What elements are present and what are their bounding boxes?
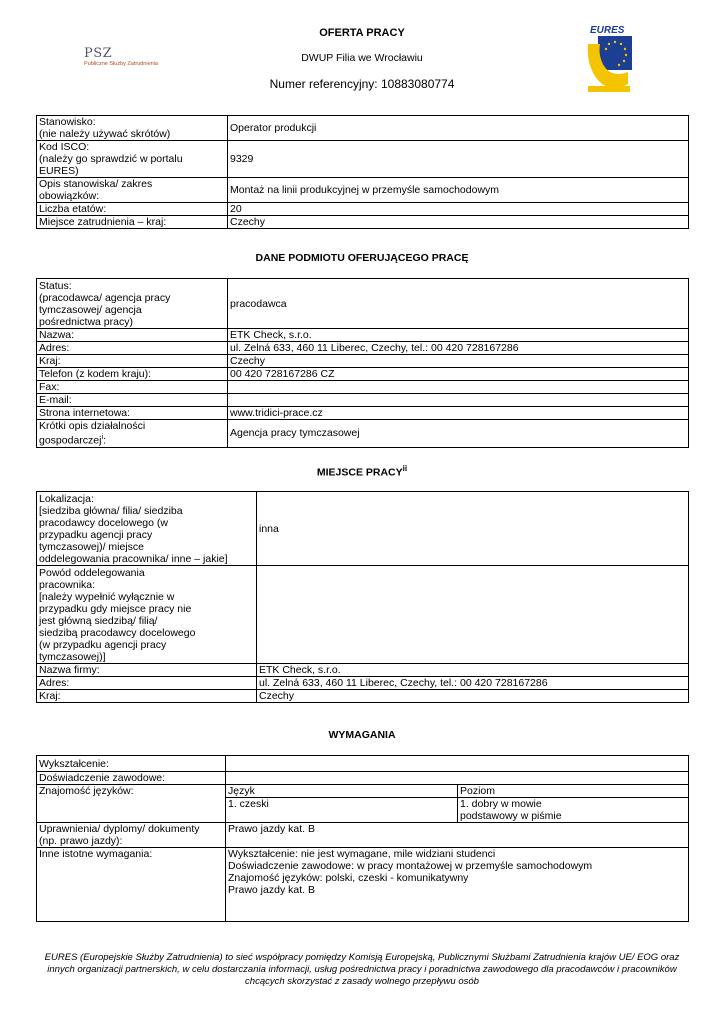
company-value: ETK Check, s.r.o. — [257, 664, 689, 677]
psz-logo-text: PSZ — [84, 46, 113, 61]
eures-logo — [582, 22, 636, 94]
description-label: Opis stanowiska/ zakres obowiązków: — [37, 178, 228, 203]
employer-name-label: Nazwa: — [37, 329, 228, 342]
psz-logo-subtitle: Publiczne Służby Zatrudnienia — [84, 61, 158, 67]
position-value: Operator produkcji — [228, 116, 689, 141]
languages-label: Znajomość języków: — [37, 785, 226, 823]
country-label: Miejsce zatrudnienia – kraj: — [37, 216, 228, 229]
employer-address-label: Adres: — [37, 342, 228, 355]
status-value: pracodawca — [228, 279, 689, 329]
activity-label — [37, 420, 228, 448]
workplace-country-value: Czechy — [257, 690, 689, 703]
count-value: 20 — [228, 203, 689, 216]
workplace-country-label: Kraj: — [37, 690, 257, 703]
count-label: Liczba etatów: — [37, 203, 228, 216]
education-value — [226, 756, 689, 772]
footnote-ii: ii — [402, 464, 408, 473]
employer-table — [36, 278, 689, 448]
employer-section-title: DANE PODMIOTU OFERUJĄCEGO PRACĘ — [255, 252, 469, 264]
employer-country-label: Kraj: — [37, 355, 228, 368]
requirements-table — [36, 755, 689, 922]
office-name: DWUP Filia we Wrocławiu — [301, 52, 423, 64]
workplace-address-label: Adres: — [37, 677, 257, 690]
activity-label-colon: : — [103, 434, 106, 447]
eures-logo-text: EURES — [590, 25, 625, 36]
position-label: Stanowisko: (nie należy używać skrótów) — [37, 116, 228, 141]
description-value: Montaż na linii produkcyjnej w przemyśle samochodowym — [228, 178, 689, 203]
country-value: Czechy — [228, 216, 689, 229]
document-title: OFERTA PRACY — [319, 27, 405, 39]
location-value: inna — [257, 492, 689, 566]
licences-label: Uprawnienia/ dyplomy/ dokumenty (np. prawo jazdy): — [37, 823, 226, 848]
language-level-1: 1. dobry w mowie podstawowy w piśmie — [458, 798, 689, 823]
location-label: Lokalizacja: [siedziba główna/ filia/ siedziba pracodawcy docelowego (w przypadku agencji pracy tymczasowej)/ miejsce oddelegowania pracownika/ inne – jakie] — [37, 492, 257, 566]
workplace-section-title — [0, 464, 724, 479]
company-label: Nazwa firmy: — [37, 664, 257, 677]
education-label: Wykształcenie: — [37, 756, 226, 772]
status-label: Status: (pracodawca/ agencja pracy tymczasowej/ agencja pośrednictwa pracy) — [37, 279, 228, 329]
phone-value: 00 420 728167286 CZ — [228, 368, 689, 381]
level-column-header: Poziom — [458, 785, 689, 798]
footer-note: EURES (Europejskie Służby Zatrudnienia) to sieć współpracy pomiędzy Komisją Europejską, Publicznymi Służbami Zatrudnienia krajów UE/ EOG oraz innych organizacji partnerskich, w celu dostarczania informacji, usług pośrednictwa pracy i poradnictwa zawodowego dla pracodawców i pracowników chcących skorzystać z zasady wolnego przepływu osób — [44, 952, 680, 987]
experience-label: Doświadczenie zawodowe: — [37, 772, 226, 785]
job-table — [36, 115, 689, 229]
reason-value — [257, 566, 689, 664]
website-value: www.tridici-prace.cz — [228, 407, 689, 420]
activity-value: Agencja pracy tymczasowej — [228, 420, 689, 448]
website-label: Strona internetowa: — [37, 407, 228, 420]
fax-value — [228, 381, 689, 394]
email-label: E-mail: — [37, 394, 228, 407]
activity-label-text: Krótki opis działalności gospodarczej — [39, 420, 146, 447]
phone-label: Telefon (z kodem kraju): — [37, 368, 228, 381]
reference-number: Numer referencyjny: 10883080774 — [269, 77, 455, 91]
workplace-address-value: ul. Zelná 633, 460 11 Liberec, Czechy, tel.: 00 420 728167286 — [257, 677, 689, 690]
licences-value: Prawo jazdy kat. B — [226, 823, 689, 848]
reason-label: Powód oddelegowania pracownika: [należy wypełnić wyłącznie w przypadku gdy miejsce pracy nie jest główną siedzibą/ filią/ siedzibą pracodawcy docelowego (w przypadku agencji pracy tymczasowej)] — [37, 566, 257, 664]
fax-label: Fax: — [37, 381, 228, 394]
other-requirements-value: Wykształcenie: nie jest wymagane, mile widziani studenci Doświadczenie zawodowe: w pracy montażowej w przemyśle samochodowym Znajomość języków: polski, czeski - komunikatywny Prawo jazdy kat. B — [226, 848, 689, 922]
language-column-header: Język — [226, 785, 458, 798]
workplace-title-text: MIEJSCE PRACY — [316, 466, 403, 479]
footnote-i: i — [101, 434, 104, 441]
employer-country-value: Czechy — [228, 355, 689, 368]
experience-value — [226, 772, 689, 785]
employer-name-value: ETK Check, s.r.o. — [228, 329, 689, 342]
isco-value: 9329 — [228, 141, 689, 178]
isco-label: Kod ISCO: (należy go sprawdzić w portalu EURES) — [37, 141, 228, 178]
requirements-section-title: WYMAGANIA — [328, 729, 396, 741]
other-requirements-label: Inne istotne wymagania: — [37, 848, 226, 922]
language-1: 1. czeski — [226, 798, 458, 823]
workplace-table — [36, 491, 689, 703]
employer-address-value: ul. Zelná 633, 460 11 Liberec, Czechy, tel.: 00 420 728167286 — [228, 342, 689, 355]
email-value — [228, 394, 689, 407]
